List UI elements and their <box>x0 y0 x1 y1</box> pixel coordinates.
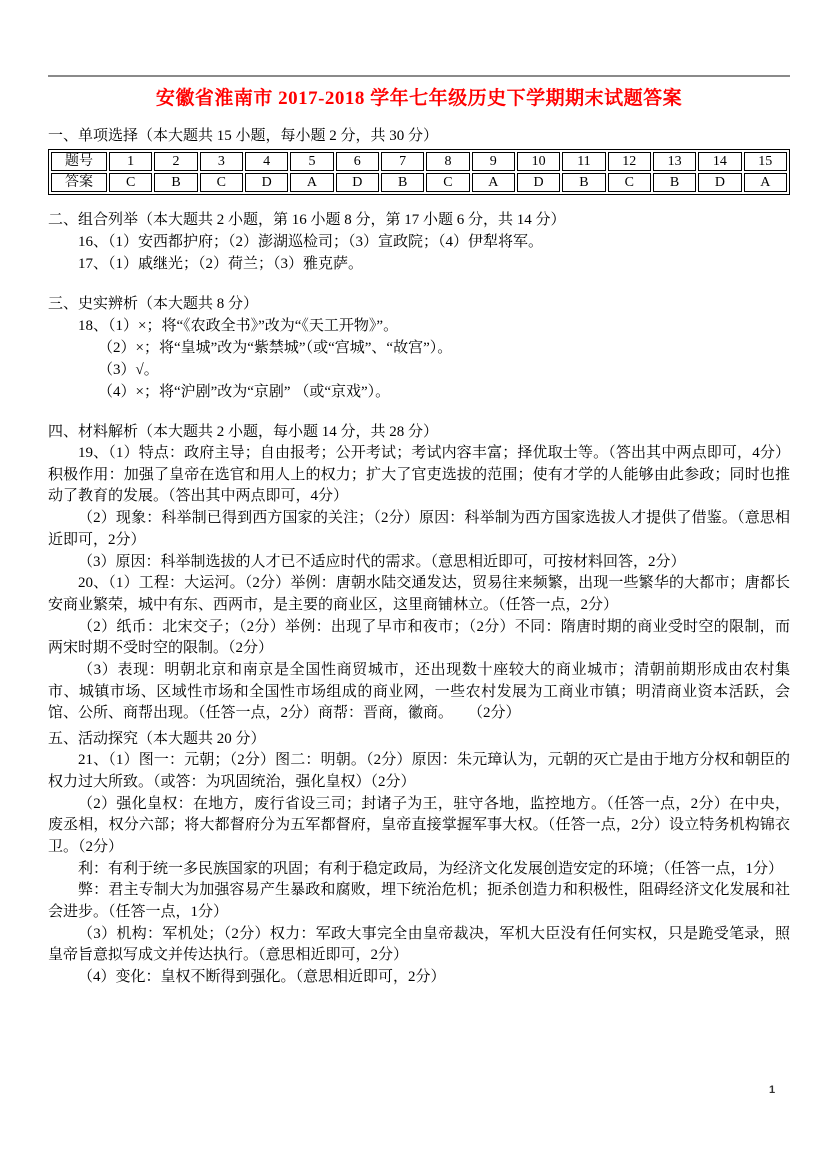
question-number-cell: 11 <box>562 152 605 171</box>
question-number-cell: 8 <box>426 152 469 171</box>
answer-row <box>51 173 787 192</box>
question-number-cell: 9 <box>472 152 515 171</box>
question-number-cell: 12 <box>608 152 651 171</box>
answer-cell: B <box>381 173 424 192</box>
answer-paragraph-20-2: （2）纸币：北宋交子；（2分）举例：出现了早市和夜市；（2分）不同：隋唐时期的商业受时空的限制，而两宋时期不受时空的限制。（2分） <box>48 618 790 657</box>
answer-cell: A <box>744 173 787 192</box>
question-number-cell: 5 <box>290 152 333 171</box>
answer-paragraph-21-2: （2）强化皇权：在地方，废行省设三司；封诸子为王，驻守各地，监控地方。（任答一点，2分）在中央，废丞相，权分六部；将大都督府分为五军都督府，皇帝直接掌握军事大权。（任答一点，2分）设立特务机构锦衣卫。（2分） <box>48 795 790 855</box>
answer-paragraph-21-1: 21、（1）图一：元朝；（2分）图二：明朝。（2分）原因：朱元璋认为，元朝的灭亡是由于地方分权和朝臣的权力过大所致。（或答：为巩固统治，强化皇权）（2分） <box>48 752 790 790</box>
answer-cell: C <box>200 173 243 192</box>
answer-line-16: 16、（1）安西都护府；（2）澎湖巡检司；（3）宣政院；（4）伊犁将军。 <box>78 234 544 250</box>
section-2-heading: 二、组合列举（本大题共 2 小题，第 16 小题 8 分，第 17 小题 6 分，共 14 分） <box>48 212 566 228</box>
answer-paragraph-20-3: （3）表现：明朝北京和南京是全国性商贸城市，还出现数十座较大的商业城市；清朝前期形成由农村集市、城镇市场、区域性市场和全国性市场组成的商业网，一些农村发展为工商业市镇；明清商业资本活跃，会馆、公所、商帮出现。（任答一点，2分）商帮：晋商，徽商。 （2分） <box>48 662 790 722</box>
answer-cell: D <box>245 173 288 192</box>
question-number-cell: 4 <box>245 152 288 171</box>
answer-line-18-3: （3）√。 <box>98 362 159 378</box>
page-number: 1 <box>769 1084 776 1096</box>
question-number-cell: 13 <box>653 152 696 171</box>
answer-line-18-1: 18、（1）×；将“《农政全书》”改为“《天工开物》”。 <box>78 318 399 334</box>
answer-cell: D <box>698 173 741 192</box>
section-5-heading: 五、活动探究（本大题共 20 分） <box>48 731 266 748</box>
question-number-cell: 10 <box>517 152 560 171</box>
answer-cell: C <box>426 173 469 192</box>
row-label-cell: 答案 <box>51 173 107 192</box>
answer-paragraph-21-cons: 弊：君主专制大为加强容易产生暴政和腐败，埋下统治危机；扼杀创造力和积极性，阻碍经济文化发展和社会进步。（任答一点，1分） <box>48 882 790 921</box>
section-1-heading: 一、单项选择（本大题共 15 小题，每小题 2 分，共 30 分） <box>48 128 439 144</box>
page-title: 安徽省淮南市 2017-2018 学年七年级历史下学期期末试题答案 <box>155 88 683 109</box>
section-4-heading: 四、材料解析（本大题共 2 小题，每小题 14 分，共 28 分） <box>48 424 439 440</box>
question-number-cell: 1 <box>109 152 152 171</box>
answer-cell: D <box>336 173 379 192</box>
answer-cell: C <box>608 173 651 192</box>
answer-line-18-2: （2）×；将“皇城”改为“紫禁城”（或“宫城”、“故宫”）。 <box>98 340 453 356</box>
answer-cell: B <box>653 173 696 192</box>
section-3-heading: 三、史实辨析（本大题共 8 分） <box>48 296 259 312</box>
answer-paragraph-19-1: 19、（1）特点：政府主导；自由报考；公开考试；考试内容丰富；择优取士等。（答出其中两点即可，4分）积极作用：加强了皇帝在选官和用人上的权力；扩大了官吏选拔的范围；使有才学的人能够由此参政；同时也推动了教育的发展。（答出其中两点即可，4分） <box>48 445 790 505</box>
question-number-cell: 2 <box>154 152 197 171</box>
row-label-cell: 题号 <box>51 152 107 171</box>
answer-paragraph-19-3: （3）原因：科举制选拔的人才已不适应时代的需求。（意思相近即可，可按材料回答，2分） <box>78 553 686 570</box>
answer-cell: A <box>472 173 515 192</box>
question-number-cell: 3 <box>200 152 243 171</box>
answer-paragraph-21-4: （4）变化：皇权不断得到强化。（意思相近即可，2分） <box>78 969 446 986</box>
answer-cell: A <box>290 173 333 192</box>
question-number-row <box>51 152 787 171</box>
question-number-cell: 14 <box>698 152 741 171</box>
answer-paragraph-19-2: （2）现象：科举制已得到西方国家的关注；（2分）原因：科举制为西方国家选拔人才提供了借鉴。（意思相近即可，2分） <box>48 510 790 548</box>
document-content <box>0 75 827 989</box>
answer-line-18-4: （4）×；将“沪剧”改为“京剧” （或“京戏”）。 <box>98 384 391 400</box>
answer-cell: B <box>562 173 605 192</box>
answer-cell: B <box>154 173 197 192</box>
question-number-cell: 15 <box>744 152 787 171</box>
answer-cell: C <box>109 173 152 192</box>
question-number-cell: 6 <box>336 152 379 171</box>
answer-cell: D <box>517 173 560 192</box>
header-rule <box>48 75 790 77</box>
question-number-cell: 7 <box>381 152 424 171</box>
answer-paragraph-21-3: （3）机构：军机处；（2分）权力：军政大事完全由皇帝裁决，军机大臣没有任何实权，只是跪受笔录，照皇帝旨意拟写成文并传达执行。（意思相近即可，2分） <box>48 925 790 964</box>
answer-table <box>48 149 790 195</box>
answer-line-17: 17、（1）戚继光；（2）荷兰；（3）雅克萨。 <box>78 256 364 272</box>
answer-paragraph-21-pros: 利：有利于统一多民族国家的巩固；有利于稳定政局，为经济文化发展创造安定的环境；（任答一点，1分） <box>78 860 784 877</box>
answer-paragraph-20-1: 20、（1）工程：大运河。（2分）举例：唐朝水陆交通发达，贸易往来频繁，出现一些繁华的大都市；唐都长安商业繁荣，城中有东、西两市，是主要的商业区，这里商铺林立。（任答一点，2分） <box>48 575 790 613</box>
